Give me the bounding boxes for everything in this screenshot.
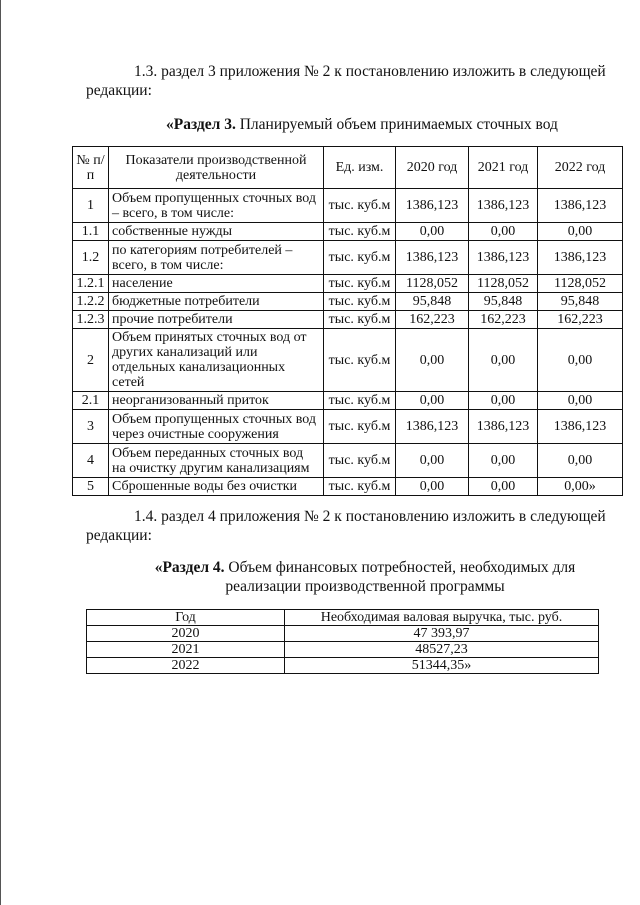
row-2022: 0,00 <box>538 329 623 392</box>
row-unit: тыс. куб.м <box>324 410 396 444</box>
row-2020: 1128,052 <box>396 275 469 293</box>
row-2021: 0,00 <box>469 478 538 496</box>
header-indicator: Показатели производственной деятельности <box>109 147 324 189</box>
row-num: 1.2.3 <box>73 311 109 329</box>
row-2020: 1386,123 <box>396 410 469 444</box>
row-2022: 1386,123 <box>538 410 623 444</box>
table-row <box>73 293 623 311</box>
table-row <box>73 478 623 496</box>
row-num: 3 <box>73 410 109 444</box>
row-unit: тыс. куб.м <box>324 189 396 223</box>
paragraph-1-4-line1: 1.4. раздел 4 приложения № 2 к постановлению изложить в следующей <box>134 508 606 525</box>
header-num: № п/п <box>73 147 109 189</box>
table-row <box>87 626 599 642</box>
scan-edge-line <box>0 0 1 905</box>
row-num: 1.1 <box>73 223 109 241</box>
row-2022: 162,223 <box>538 311 623 329</box>
row-name: неорганизованный приток <box>109 392 324 410</box>
table-row <box>73 223 623 241</box>
header-year: Год <box>87 610 285 626</box>
table-header-row <box>73 147 623 189</box>
table-row <box>73 311 623 329</box>
row-name: Объем переданных сточных вод на очистку другим канализациям <box>109 444 324 478</box>
row-name: Объем пропущенных сточных вод через очистные сооружения <box>109 410 324 444</box>
row-name: по категориям потребителей – всего, в том числе: <box>109 241 324 275</box>
row-2021: 0,00 <box>469 392 538 410</box>
row-2022: 1386,123 <box>538 241 623 275</box>
table-row <box>73 275 623 293</box>
row-2022: 0,00 <box>538 444 623 478</box>
row-value: 48527,23 <box>285 642 599 658</box>
row-2021: 95,848 <box>469 293 538 311</box>
table-row <box>73 189 623 223</box>
row-2020: 0,00 <box>396 478 469 496</box>
row-2022: 1386,123 <box>538 189 623 223</box>
row-num: 1.2.2 <box>73 293 109 311</box>
row-year: 2021 <box>87 642 285 658</box>
row-year: 2022 <box>87 658 285 674</box>
row-2021: 1386,123 <box>469 410 538 444</box>
table-header-row <box>87 610 599 626</box>
row-name: прочие потребители <box>109 311 324 329</box>
header-revenue: Необходимая валовая выручка, тыс. руб. <box>285 610 599 626</box>
row-unit: тыс. куб.м <box>324 293 396 311</box>
row-unit: тыс. куб.м <box>324 329 396 392</box>
row-2020: 1386,123 <box>396 241 469 275</box>
section-4-title-line2: реализации производственной программы <box>225 578 505 595</box>
row-name: Объем пропущенных сточных вод – всего, в том числе: <box>109 189 324 223</box>
paragraph-1-3-line1: 1.3. раздел 3 приложения № 2 к постановлению изложить в следующей <box>134 63 606 80</box>
row-num: 4 <box>73 444 109 478</box>
row-unit: тыс. куб.м <box>324 392 396 410</box>
section-3-label: «Раздел 3. <box>166 116 236 133</box>
row-2022: 0,00 <box>538 392 623 410</box>
row-2022: 0,00» <box>538 478 623 496</box>
row-2021: 162,223 <box>469 311 538 329</box>
row-2022: 0,00 <box>538 223 623 241</box>
header-unit: Ед. изм. <box>324 147 396 189</box>
row-value: 51344,35» <box>285 658 599 674</box>
section-3-title: Планируемый объем принимаемых сточных вод <box>235 116 558 133</box>
row-unit: тыс. куб.м <box>324 275 396 293</box>
table-row <box>73 329 623 392</box>
paragraph-1-4 <box>86 507 606 545</box>
row-unit: тыс. куб.м <box>324 478 396 496</box>
row-2020: 0,00 <box>396 444 469 478</box>
row-name: население <box>109 275 324 293</box>
table-row <box>73 444 623 478</box>
header-2021: 2021 год <box>469 147 538 189</box>
section-4-label: «Раздел 4. <box>154 559 225 576</box>
row-unit: тыс. куб.м <box>324 311 396 329</box>
table-row <box>87 658 599 674</box>
row-value: 47 393,97 <box>285 626 599 642</box>
row-2020: 1386,123 <box>396 189 469 223</box>
paragraph-1-3-line2: редакции: <box>86 82 152 99</box>
row-num: 2 <box>73 329 109 392</box>
table-row <box>73 392 623 410</box>
row-name: Объем принятых сточных вод от других канализаций или отдельных канализационных сетей <box>109 329 324 392</box>
wastewater-volume-table <box>72 146 623 496</box>
row-2021: 1386,123 <box>469 241 538 275</box>
row-num: 1 <box>73 189 109 223</box>
section-3-heading <box>166 115 558 134</box>
table-row <box>73 241 623 275</box>
section-4-heading <box>150 558 580 596</box>
row-2021: 0,00 <box>469 329 538 392</box>
header-2020: 2020 год <box>396 147 469 189</box>
row-2022: 95,848 <box>538 293 623 311</box>
row-name: бюджетные потребители <box>109 293 324 311</box>
row-num: 1.2 <box>73 241 109 275</box>
row-name: Сброшенные воды без очистки <box>109 478 324 496</box>
row-2021: 1386,123 <box>469 189 538 223</box>
table-row <box>73 410 623 444</box>
row-2020: 162,223 <box>396 311 469 329</box>
row-year: 2020 <box>87 626 285 642</box>
row-2021: 0,00 <box>469 444 538 478</box>
section-4-title: Объем финансовых потребностей, необходимых для <box>224 559 576 576</box>
row-2020: 95,848 <box>396 293 469 311</box>
table-row <box>87 642 599 658</box>
row-2021: 1128,052 <box>469 275 538 293</box>
row-unit: тыс. куб.м <box>324 223 396 241</box>
row-num: 2.1 <box>73 392 109 410</box>
row-num: 1.2.1 <box>73 275 109 293</box>
row-num: 5 <box>73 478 109 496</box>
paragraph-1-3 <box>86 62 606 100</box>
row-2020: 0,00 <box>396 329 469 392</box>
row-2021: 0,00 <box>469 223 538 241</box>
paragraph-1-4-line2: редакции: <box>86 527 152 544</box>
row-unit: тыс. куб.м <box>324 444 396 478</box>
row-unit: тыс. куб.м <box>324 241 396 275</box>
header-2022: 2022 год <box>538 147 623 189</box>
row-2020: 0,00 <box>396 392 469 410</box>
row-2020: 0,00 <box>396 223 469 241</box>
financial-needs-table <box>86 609 599 674</box>
row-2022: 1128,052 <box>538 275 623 293</box>
row-name: собственные нужды <box>109 223 324 241</box>
